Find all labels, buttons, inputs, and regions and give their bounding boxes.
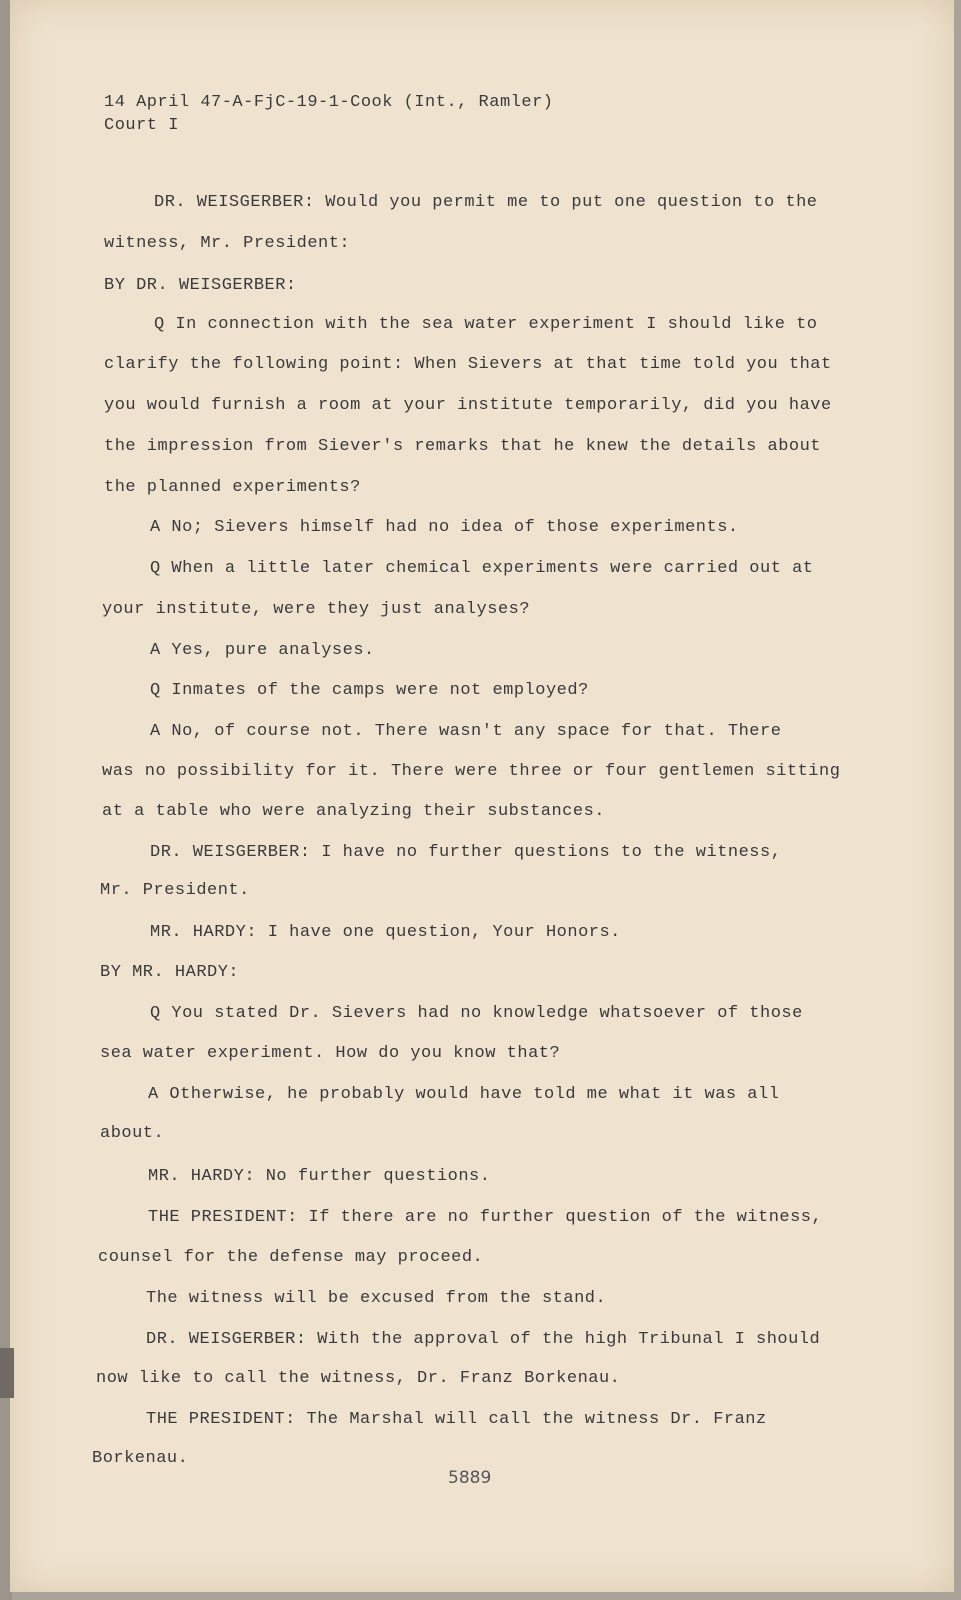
transcript-line: THE PRESIDENT: If there are no further question of the witness, (148, 1208, 823, 1227)
transcript-line: at a table who were analyzing their substances. (102, 802, 605, 821)
transcript-line: was no possibility for it. There were three or four gentlemen sitting (102, 762, 841, 781)
transcript-line: Q You stated Dr. Sievers had no knowledge whatsoever of those (150, 1004, 803, 1023)
transcript-line: A No; Sievers himself had no idea of those experiments. (150, 518, 739, 537)
transcript-line: Q In connection with the sea water experiment I should like to (154, 315, 818, 334)
transcript-line: DR. WEISGERBER: I have no further questions to the witness, (150, 843, 782, 862)
transcript-line: Mr. President. (100, 881, 250, 900)
transcript-line: Borkenau. (92, 1449, 189, 1468)
page-number: 5889 (448, 1468, 492, 1488)
transcript-line: now like to call the witness, Dr. Franz Borkenau. (96, 1369, 621, 1388)
transcript-line: MR. HARDY: No further questions. (148, 1167, 491, 1186)
transcript-line: your institute, were they just analyses? (102, 600, 531, 619)
transcript-line: THE PRESIDENT: The Marshal will call the witness Dr. Franz (146, 1410, 767, 1429)
transcript-line: the impression from Siever's remarks that he knew the details about (104, 437, 822, 456)
transcript-line: A No, of course not. There wasn't any space for that. There (150, 722, 782, 741)
transcript-line: about. (100, 1124, 165, 1143)
transcript-line: sea water experiment. How do you know that? (100, 1044, 561, 1063)
transcript-line: BY MR. HARDY: (100, 963, 240, 982)
transcript-line: A Yes, pure analyses. (150, 641, 375, 660)
header-line-1: 14 April 47-A-FjC-19-1-Cook (Int., Ramler) (104, 93, 554, 112)
transcript-line: Q When a little later chemical experiments were carried out at (150, 559, 814, 578)
transcript-line: DR. WEISGERBER: Would you permit me to put one question to the (154, 193, 818, 212)
transcript-line: MR. HARDY: I have one question, Your Honors. (150, 923, 621, 942)
page-tear (0, 1348, 14, 1398)
transcript-line: clarify the following point: When Sievers at that time told you that (104, 355, 832, 374)
transcript-line: DR. WEISGERBER: With the approval of the high Tribunal I should (146, 1330, 821, 1349)
transcript-line: witness, Mr. President: (104, 234, 351, 253)
transcript-line: BY DR. WEISGERBER: (104, 276, 297, 295)
header-line-2: Court I (104, 116, 179, 135)
transcript-line: you would furnish a room at your institute temporarily, did you have (104, 396, 832, 415)
transcript-line: Q Inmates of the camps were not employed? (150, 681, 589, 700)
transcript-line: A Otherwise, he probably would have told me what it was all (148, 1085, 780, 1104)
transcript-line: counsel for the defense may proceed. (98, 1248, 484, 1267)
transcript-line: the planned experiments? (104, 478, 361, 497)
transcript-line: The witness will be excused from the stand. (146, 1289, 607, 1308)
